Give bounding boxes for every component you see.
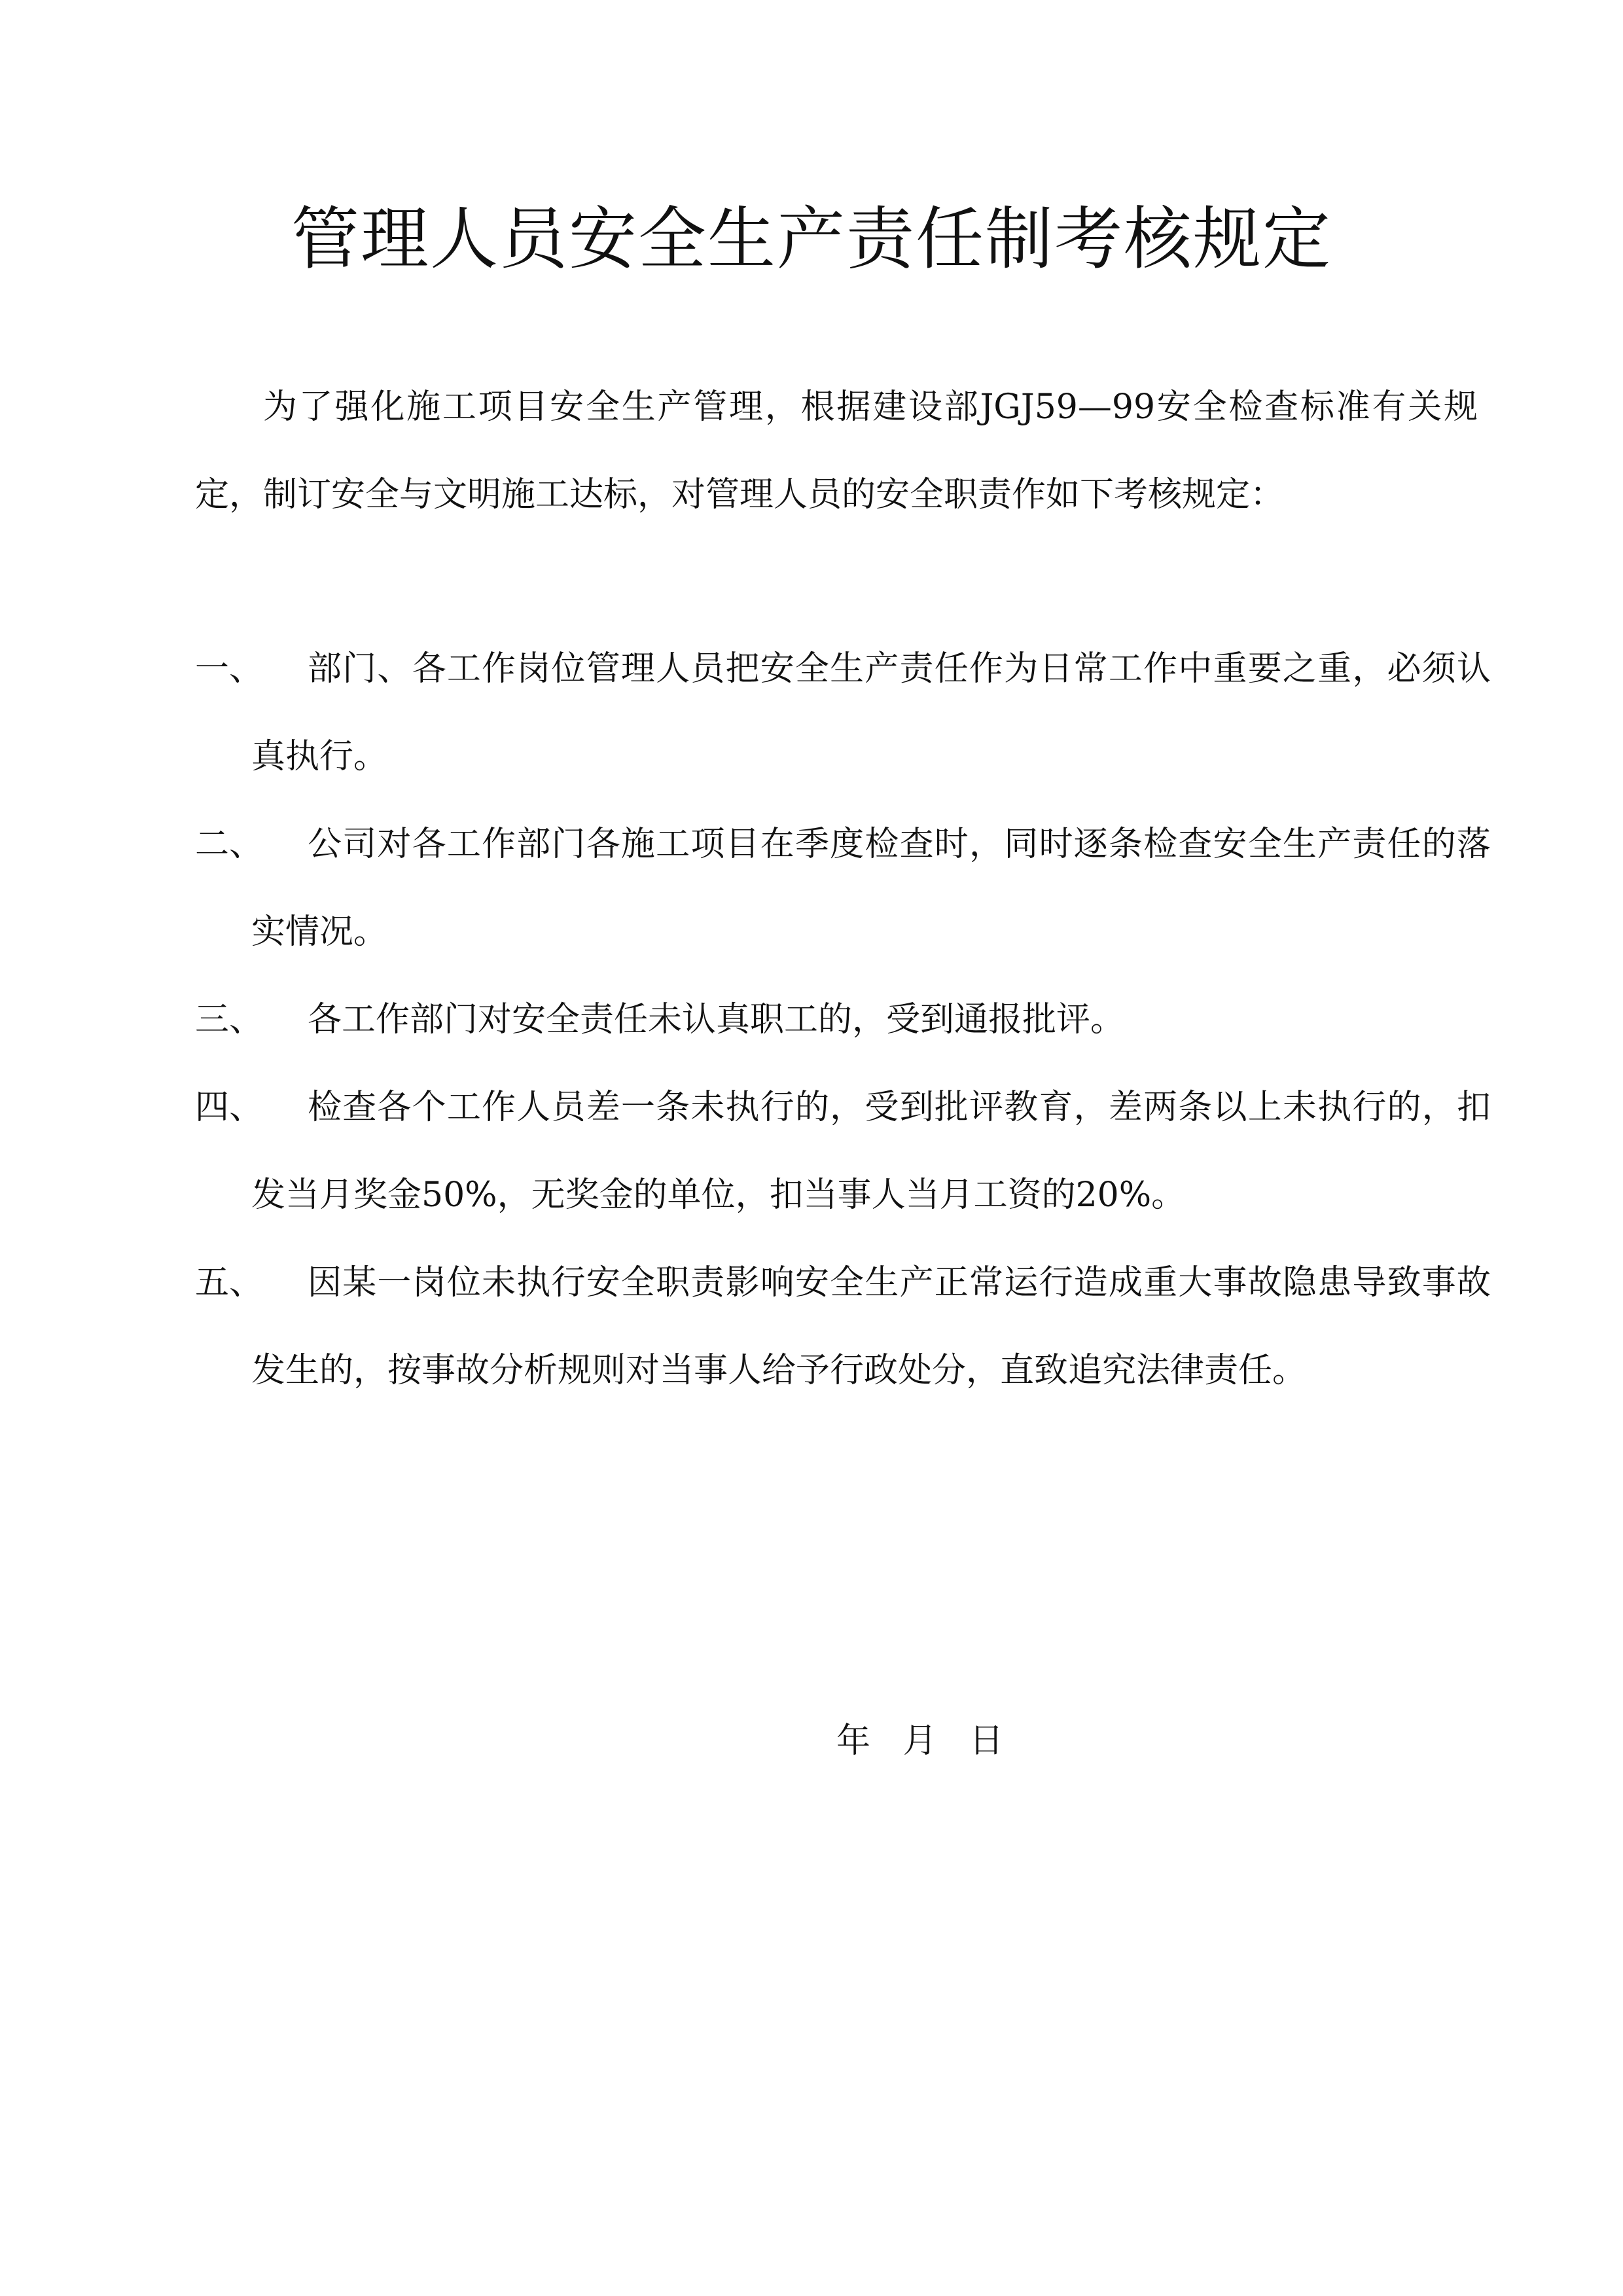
item-marker: 五、 <box>195 1263 264 1302</box>
intro-paragraph: 为了强化施工项目安全生产管理，根据建设部JGJ59—99安全检查标准有关规定，制订安全与文明施工达标，对管理人员的安全职责作如下考核规定： <box>195 387 1478 514</box>
list-item <box>195 625 1491 800</box>
item-text: 检查各个工作人员差一条未执行的，受到批评教育，差两条以上未执行的，扣发当月奖金50%，无奖金的单位，扣当事人当月工资的20%。 <box>251 1088 1491 1215</box>
item-marker: 三、 <box>195 1000 264 1039</box>
item-text: 因某一岗位未执行安全职责影响安全生产正常运行造成重大事故隐患导致事故发生的，按事故分析规则对当事人给予行政处分，直致追究法律责任。 <box>251 1263 1491 1390</box>
item-text: 公司对各工作部门各施工项目在季度检查时，同时逐条检查安全生产责任的落实情况。 <box>251 825 1491 952</box>
list-item <box>195 976 1491 1064</box>
regulation-list <box>195 625 1491 1414</box>
list-item <box>195 1064 1491 1239</box>
list-item <box>195 1239 1491 1414</box>
item-text: 部门、各工作岗位管理人员把安全生产责任作为日常工作中重要之重，必须认真执行。 <box>251 649 1491 776</box>
date-line: 年 月 日 <box>836 1721 1004 1761</box>
item-text: 各工作部门对安全责任未认真职工的，受到通报批评。 <box>308 1000 1125 1039</box>
item-marker: 二、 <box>195 825 264 864</box>
item-marker: 四、 <box>195 1088 264 1127</box>
list-item <box>195 800 1491 976</box>
document-title: 管理人员安全生产责任制考核规定 <box>291 199 1332 279</box>
item-marker: 一、 <box>195 649 264 689</box>
